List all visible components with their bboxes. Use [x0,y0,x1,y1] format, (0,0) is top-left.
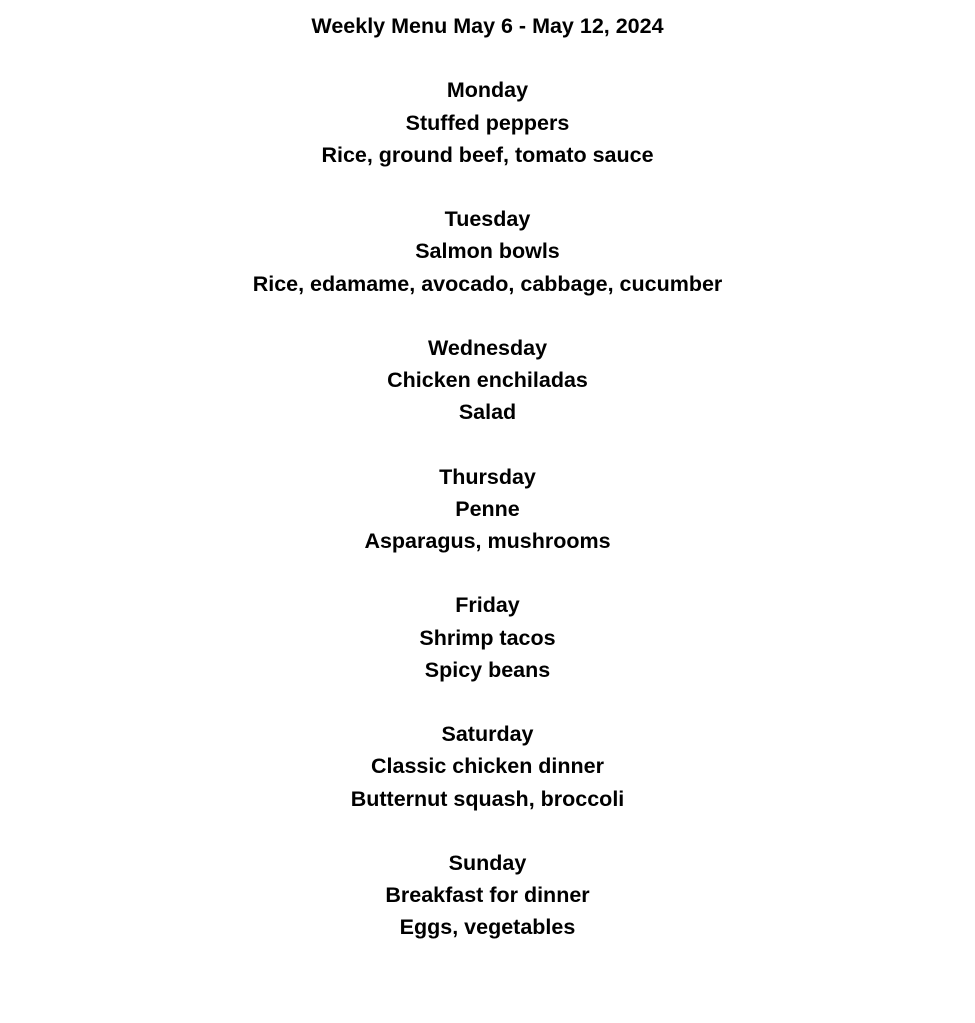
day-block-monday [0,74,975,171]
day-block-thursday [0,461,975,558]
day-name: Tuesday [444,207,531,232]
main-dish: Shrimp tacos [419,625,556,650]
menu-days [0,74,975,943]
side-items: Rice, ground beef, tomato sauce [321,142,654,167]
day-name: Wednesday [427,335,548,360]
main-dish: Penne [455,496,520,521]
main-dish: Breakfast for dinner [385,883,590,908]
day-name: Monday [446,78,529,103]
main-dish: Chicken enchiladas [387,368,588,393]
main-dish: Classic chicken dinner [370,754,604,779]
side-items: Asparagus, mushrooms [364,529,611,553]
day-block-wednesday [0,332,975,429]
side-items: Butternut squash, broccoli [350,786,625,811]
main-dish: Stuffed peppers [405,110,570,135]
day-block-sunday [0,847,975,944]
side-items: Spicy beans [424,657,551,682]
day-block-friday [0,589,975,686]
main-dish: Salmon bowls [415,239,560,264]
day-name: Thursday [439,464,536,489]
day-block-tuesday [0,203,975,300]
side-items: Eggs, vegetables [399,915,576,940]
side-items: Salad [458,400,517,425]
day-name: Saturday [441,722,534,747]
menu-title: Weekly Menu May 6 - May 12, 2024 [311,14,664,38]
side-items: Rice, edamame, avocado, cabbage, cucumber [252,271,723,296]
day-name: Friday [455,593,520,618]
menu-document [0,10,975,943]
day-name: Sunday [448,850,527,875]
day-block-saturday [0,718,975,815]
